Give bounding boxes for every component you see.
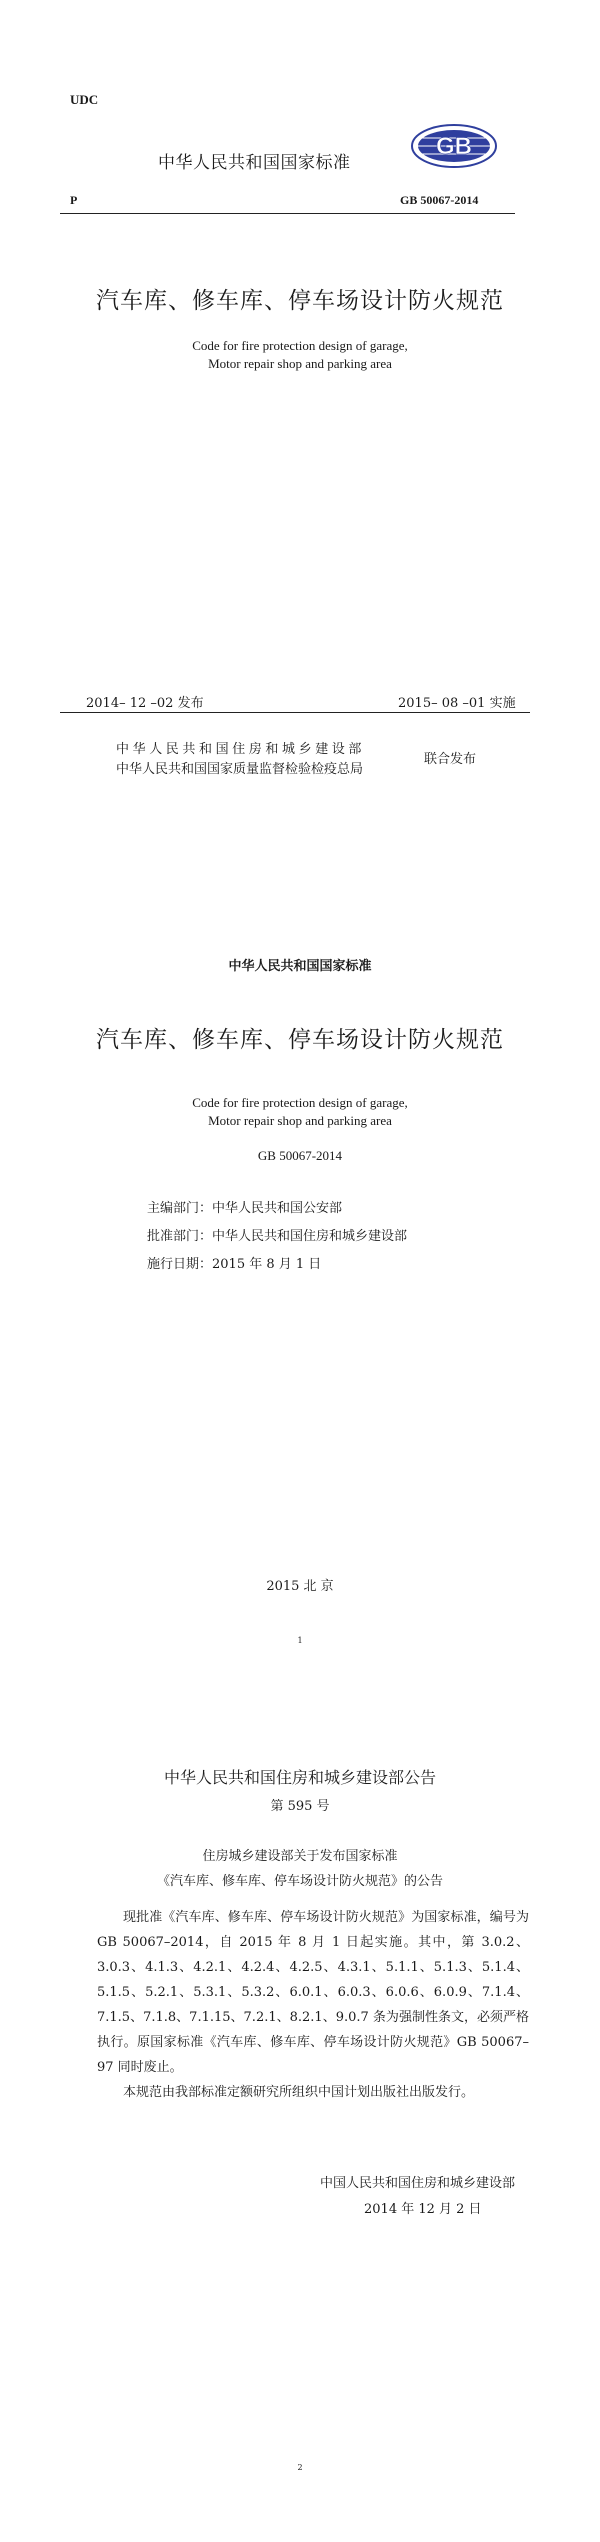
publisher-line2: 中华人民共和国国家质量监督检验检疫总局 bbox=[116, 762, 364, 777]
title-page-en-line2: Motor repair shop and parking area bbox=[208, 1113, 392, 1128]
title-page-standard-code: GB 50067-2014 bbox=[257, 1148, 343, 1163]
category-label: P bbox=[70, 193, 78, 207]
joint-release-label: 联合发布 bbox=[424, 752, 477, 767]
announcement-number: 第 595 号 bbox=[270, 1799, 330, 1814]
publisher-line1: 中华人民共和国住房和城乡建设部 bbox=[116, 742, 366, 757]
header-rule bbox=[60, 213, 515, 214]
announcement-subject-line1: 住房城乡建设部关于发布国家标准 bbox=[202, 1849, 398, 1864]
cover-title: 汽车库、修车库、停车场设计防火规范 bbox=[96, 288, 504, 314]
cover-title-en-line2: Motor repair shop and parking area bbox=[208, 356, 392, 371]
standard-code: GB 50067-2014 bbox=[400, 193, 479, 207]
page-number: 1 bbox=[297, 1636, 303, 1645]
udc-label: UDC bbox=[70, 92, 99, 107]
announcement-heading: 中华人民共和国住房和城乡建设部公告 bbox=[163, 1768, 436, 1787]
announcement-paragraph: 现批准《汽车库、修车库、停车场设计防火规范》为国家标准，编号为 GB 50067–2014，自 2015 年 8 月 1 日起实施。其中，第 3.0.2、3.0.3、4.1.3、4.2.1、4.2.4、4.2.5、4.3.1、5.1.1、5.1.3、5.1.4、5.1.5、5.2.1、5.3.1、5.3.2、6.0.1、6.0.3、6.0.6、6.0.9、7.1.4、7.1.5、7.1.8、7.1.15、7.2.1、8.2.1、9.0.7 条为强制性条文，必须严格执行。原国家标准《汽车库、修车库、停车场设计防火规范》GB 50067–97 同时废止。 bbox=[97, 1910, 529, 2075]
title-page-en-line1: Code for fire protection design of garage, bbox=[192, 1095, 408, 1110]
chief-editor-department: 主编部门：中华人民共和国公安部 bbox=[147, 1201, 343, 1216]
announcement-date: 2014 年 12 月 2 日 bbox=[364, 2202, 482, 2217]
svg-text:GB: GB bbox=[436, 133, 472, 160]
page-number: 2 bbox=[297, 2463, 303, 2472]
announcement-body bbox=[97, 1905, 529, 2105]
issue-date: 2014– 12 –02 发布 bbox=[86, 696, 204, 711]
announcement-signature: 中国人民共和国住房和城乡建设部 bbox=[320, 2176, 516, 2191]
cover-title-en-line1: Code for fire protection design of garage, bbox=[192, 338, 408, 353]
announcement-subject-line2: 《汽车库、修车库、停车场设计防火规范》的公告 bbox=[156, 1874, 443, 1889]
title-page-title: 汽车库、修车库、停车场设计防火规范 bbox=[96, 1027, 504, 1053]
title-page-national-standard: 中华人民共和国国家标准 bbox=[228, 959, 372, 974]
national-standard-heading: 中华人民共和国国家标准 bbox=[158, 153, 351, 173]
gb-logo bbox=[410, 122, 498, 170]
effective-date: 施行日期：2015 年 8 月 1 日 bbox=[147, 1257, 322, 1272]
footer-rule bbox=[60, 712, 530, 713]
approving-department: 批准部门：中华人民共和国住房和城乡建设部 bbox=[147, 1229, 408, 1244]
announcement-paragraph: 本规范由我部标准定额研究所组织中国计划出版社出版发行。 bbox=[123, 2085, 475, 2100]
publication-place-year: 2015 北 京 bbox=[266, 1579, 334, 1594]
implementation-date: 2015– 08 –01 实施 bbox=[398, 696, 516, 711]
